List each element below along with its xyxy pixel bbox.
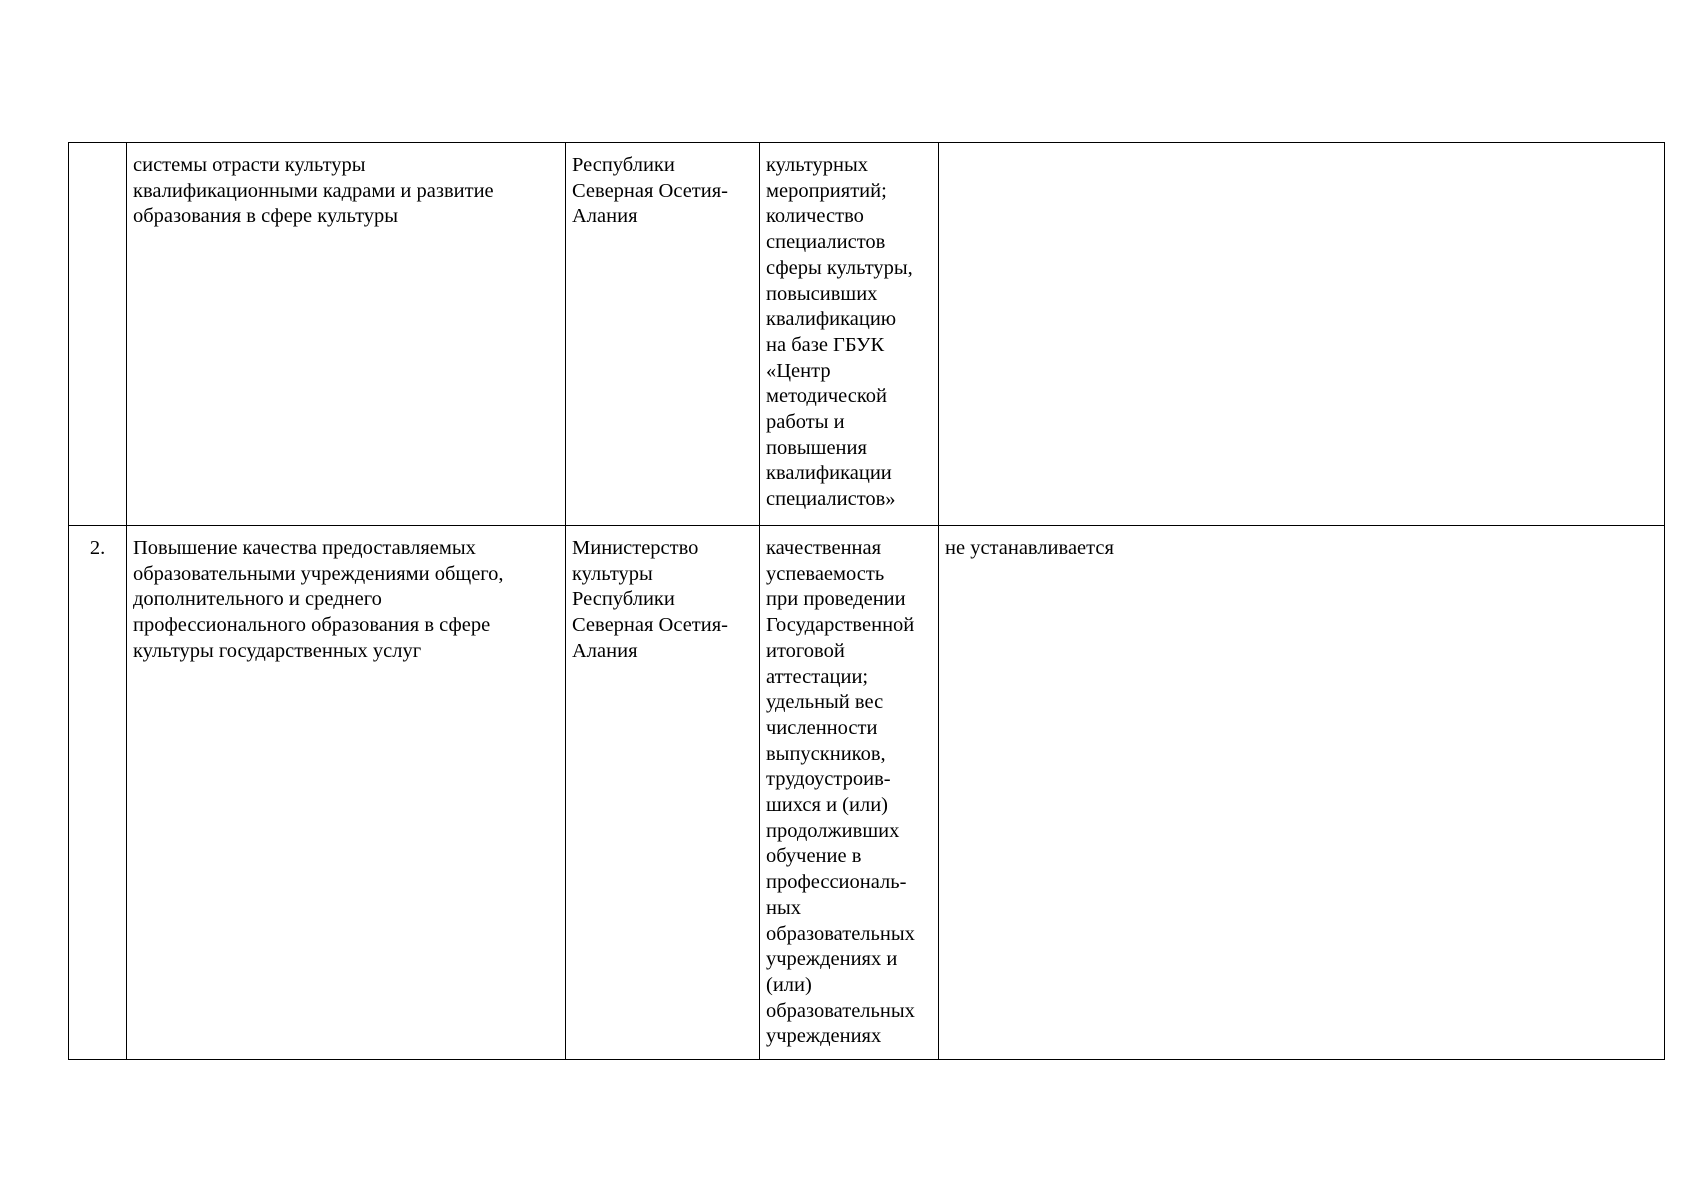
indicator-text-line: повышения — [766, 436, 867, 459]
task-text-line: системы отрасти культуры — [133, 154, 366, 176]
indicator-text-line: количество — [766, 205, 864, 228]
indicator-text-line: удельный вес — [766, 691, 884, 714]
indicator-text-line: квалификацию — [766, 308, 897, 331]
task-cell — [127, 143, 566, 526]
indicator-text-line: образовательных — [766, 922, 915, 945]
indicator-text-line: специалистов» — [766, 488, 896, 511]
indicator-text-line: работы и — [766, 411, 845, 434]
indicator-text-line: численности — [766, 716, 878, 739]
task-text-line: профессионального образования в сфере — [133, 614, 491, 637]
task-text-line: образования в сфере культуры — [133, 205, 399, 228]
indicator-text-line: «Центр — [766, 359, 831, 382]
indicator-text-line: Государственной — [766, 614, 915, 637]
indicator-text-line: качественная — [766, 537, 882, 559]
row-number-cell — [69, 143, 127, 526]
indicator-text-line: аттестации; — [766, 665, 869, 688]
indicator-text-line: повысивших — [766, 282, 878, 305]
row-number: 2. — [89, 537, 106, 559]
responsible-text-line: культуры — [572, 562, 653, 585]
indicator-text-line: (или) — [766, 973, 812, 996]
indicator-text-line: мероприятий; — [766, 179, 887, 202]
indicator-text-line: трудоустроив- — [766, 768, 891, 791]
indicator-text-line: культурных — [766, 154, 868, 176]
indicator-text-line: профессиональ- — [766, 871, 907, 894]
indicator-text-line: учреждениях — [766, 1025, 882, 1048]
responsible-text-line: Алания — [572, 205, 638, 228]
indicator-text-line: выпускников, — [766, 742, 886, 765]
table-row — [69, 143, 1665, 526]
responsible-text-line: Республики — [572, 588, 675, 611]
task-cell — [127, 526, 566, 1060]
program-tasks-table — [68, 142, 1665, 1060]
indicator-text-line: специалистов — [766, 231, 886, 254]
indicator-cell — [760, 526, 939, 1060]
task-text-line: дополнительного и среднего — [133, 588, 382, 611]
responsible-text-line: Северная Осетия- — [572, 614, 728, 637]
indicator-text-line: успеваемость — [766, 562, 885, 585]
indicator-text-line: продолживших — [766, 819, 900, 842]
indicator-text-line: квалификации — [766, 462, 892, 485]
task-text-line: образовательными учреждениями общего, — [133, 562, 504, 585]
responsible-text-line: Министерство — [572, 537, 699, 559]
target-value-cell — [939, 143, 1665, 526]
indicator-text-line: при проведении — [766, 588, 906, 611]
target-value-text: не устанавливается — [945, 537, 1114, 559]
indicator-text-line: образовательных — [766, 999, 915, 1022]
indicator-text-line: итоговой — [766, 639, 845, 662]
responsible-cell — [566, 143, 760, 526]
target-value-cell — [939, 526, 1665, 1060]
indicator-text-line: учреждениях и — [766, 948, 898, 971]
indicator-text-line: на базе ГБУК — [766, 333, 885, 356]
indicator-cell — [760, 143, 939, 526]
task-text-line: культуры государственных услуг — [133, 639, 422, 662]
indicator-text-line: ных — [766, 896, 801, 919]
responsible-text-line: Алания — [572, 639, 638, 662]
task-text-line: квалификационными кадрами и развитие — [133, 179, 494, 202]
responsible-text-line: Северная Осетия- — [572, 179, 728, 202]
indicator-text-line: сферы культуры, — [766, 256, 913, 279]
responsible-cell — [566, 526, 760, 1060]
table-row — [69, 526, 1665, 1060]
indicator-text-line: методической — [766, 385, 887, 408]
responsible-text-line: Республики — [572, 154, 675, 176]
indicator-text-line: шихся и (или) — [766, 794, 888, 817]
indicator-text-line: обучение в — [766, 845, 862, 868]
task-text-line: Повышение качества предоставляемых — [133, 537, 476, 559]
row-number-cell — [69, 526, 127, 1060]
